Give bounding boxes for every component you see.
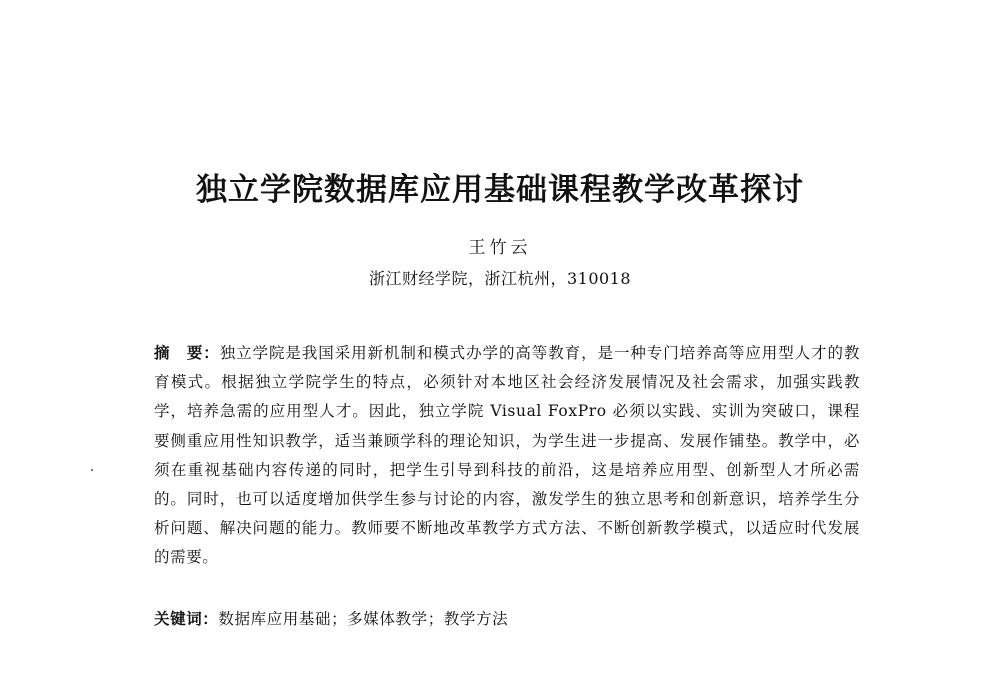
author-name: 王竹云 xyxy=(468,238,532,258)
scan-speck xyxy=(91,469,93,471)
paper-title: 独立学院数据库应用基础课程教学改革探讨 xyxy=(196,172,804,208)
abstract xyxy=(154,339,860,573)
keywords-text: 数据库应用基础；多媒体教学；教学方法 xyxy=(218,610,509,628)
keywords xyxy=(154,605,860,634)
abstract-text: 独立学院是我国采用新机制和模式办学的高等教育，是一种专门培养高等应用型人才的教育模式。根据独立学院学生的特点，必须针对本地区社会经济发展情况及社会需求，加强实践教学，培养急需的应用型人才。因此，独立学院 Visual FoxPro 必须以实践、实训为突破口，课程要侧重应用性知识教学，适当兼顾学科的理论知识，为学生进一步提高、发展作铺垫。教学中，必须在重视基础内容传递的同时，把学生引导到科技的前沿，这是培养应用型、创新型人才所必需的。同时，也可以适度增加供学生参与讨论的内容，激发学生的独立思考和创新意识，培养学生分析问题、解决问题的能力。教师要不断地改革教学方式方法、不断创新教学模式，以适应时代发展的需要。 xyxy=(154,344,861,567)
keywords-label: 关键词： xyxy=(154,610,219,628)
abstract-label: 摘 要： xyxy=(154,344,220,362)
author-affiliation: 浙江财经学院，浙江杭州，310018 xyxy=(368,269,632,288)
